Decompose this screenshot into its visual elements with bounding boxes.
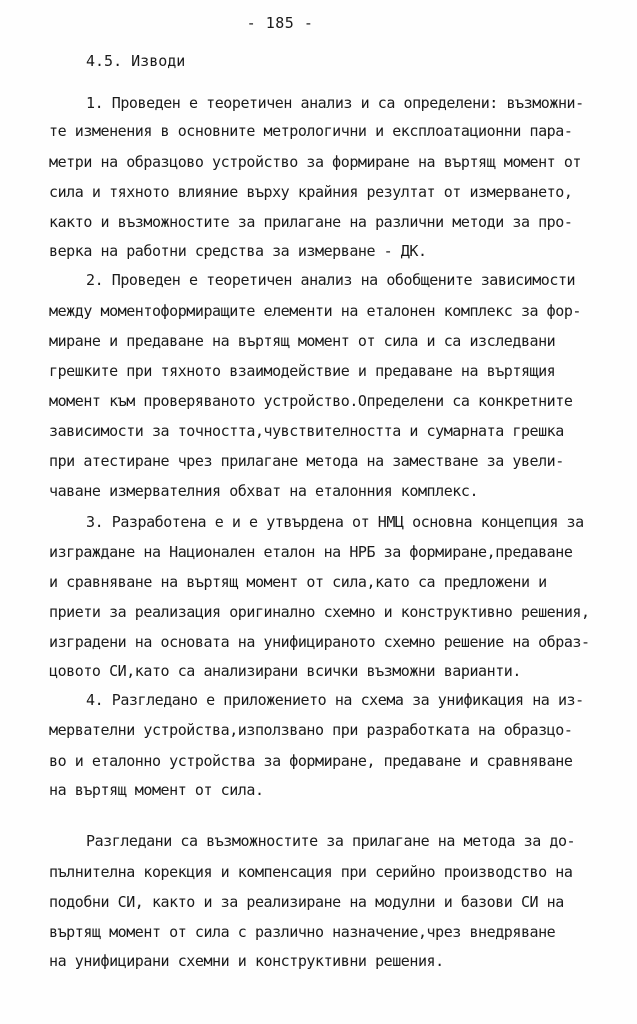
- text-line: момент към проверяваното устройство.Определени са конкретните: [49, 392, 573, 410]
- text-line: 4. Разгледано е приложението на схема за унификация на из-: [86, 691, 584, 709]
- text-line: между моментоформиращите елементи на еталонен комплекс за фор-: [49, 302, 582, 320]
- text-line: зависимости за точността,чувствителността и сумарната грешка: [49, 422, 564, 440]
- page-number: - 185 -: [246, 14, 314, 32]
- text-line: во и еталонно устройства за формиране, предаване и сравняване: [49, 752, 573, 770]
- text-line: приети за реализация оригинално схемно и конструктивно решения,: [49, 603, 590, 621]
- section-heading: 4.5. Изводи: [86, 52, 186, 70]
- text-line: изграждане на Национален еталон на НРБ за формиране,предаване: [49, 543, 573, 561]
- text-line: сила и тяхното влияние върху крайния резултат от измерването,: [49, 183, 573, 201]
- text-line: миране и предаване на въртящ момент от сила и са изследвани: [49, 332, 556, 350]
- text-line: Разгледани са възможностите за прилагане на метода за до-: [86, 832, 576, 850]
- text-line: на въртящ момент от сила.: [49, 781, 264, 799]
- text-line: 1. Проведен е теоретичен анализ и са определени: възможни-: [86, 94, 584, 112]
- text-line: те изменения в основните метрологични и експлоатационни пара-: [49, 122, 573, 140]
- text-line: 3. Разработена е и е утвърдена от НМЦ основна концепция за: [86, 513, 584, 531]
- text-line: верка на работни средства за измерване - ДК.: [49, 242, 427, 260]
- text-line: при атестиране чрез прилагане метода на заместване за увели-: [49, 452, 564, 470]
- text-line: подобни СИ, както и за реализиране на модулни и базови СИ на: [49, 893, 564, 911]
- text-line: грешките при тяхното взаимодействие и предаване на въртящия: [49, 362, 556, 380]
- text-line: както и възможностите за прилагане на различни методи за про-: [49, 213, 573, 231]
- text-line: въртящ момент от сила с различно назначение,чрез внедряване: [49, 923, 556, 941]
- text-line: 2. Проведен е теоретичен анализ на обобщените зависимости: [86, 271, 576, 289]
- text-line: пълнителна корекция и компенсация при серийно производство на: [49, 863, 573, 881]
- text-line: изградени на основата на унифицираното схемно решение на образ-: [49, 633, 590, 651]
- text-line: мервателни устройства,използвано при разработката на образцо-: [49, 721, 573, 739]
- text-line: и сравняване на въртящ момент от сила,като са предложени и: [49, 573, 547, 591]
- text-line: чаване измервателния обхват на еталонния комплекс.: [49, 482, 479, 500]
- text-line: цовото СИ,като са анализирани всички възможни варианти.: [49, 662, 521, 680]
- text-line: метри на образцово устройство за формиране на въртящ момент от: [49, 153, 582, 171]
- text-line: на унифицирани схемни и конструктивни решения.: [49, 952, 444, 970]
